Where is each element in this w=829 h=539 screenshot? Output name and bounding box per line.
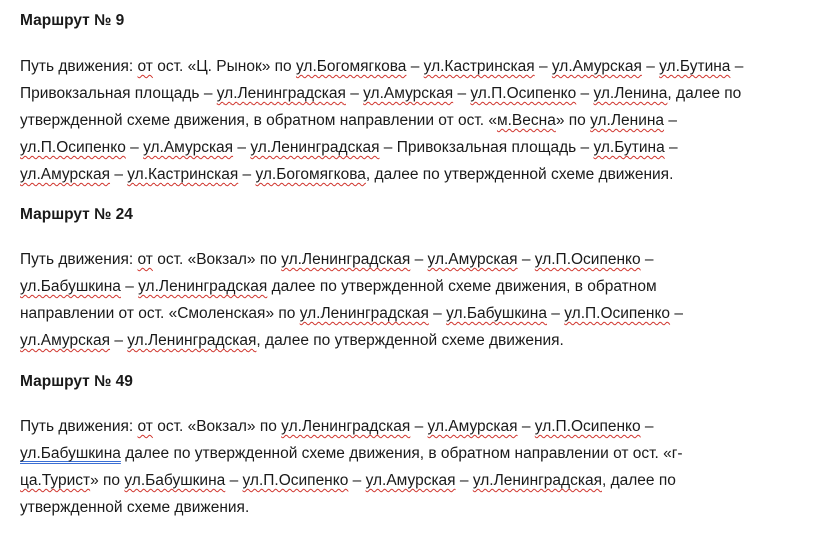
text-segment: – xyxy=(406,58,424,75)
spellcheck-flagged-word: м.Весна xyxy=(496,112,556,129)
text-segment: Путь движения: xyxy=(20,251,138,268)
route-heading: Маршрут № 49 xyxy=(20,373,133,390)
text-segment: – xyxy=(640,418,654,435)
text-segment: – xyxy=(640,251,654,268)
route-text-line xyxy=(20,138,678,158)
route-heading: Маршрут № 9 xyxy=(20,12,125,29)
route-text-line xyxy=(20,331,564,351)
spellcheck-flagged-word: ул.Амурская xyxy=(551,58,642,75)
spellcheck-flagged-word: ул.Амурская xyxy=(143,139,234,156)
spellcheck-flagged-word: ул.Ленинградская xyxy=(138,278,268,295)
text-segment: – xyxy=(576,85,594,102)
route-text-line xyxy=(20,444,683,464)
spellcheck-flagged-word: ул.Ленинградская xyxy=(250,139,380,156)
spellcheck-flagged-word: ул.Кастринская xyxy=(127,166,239,183)
spellcheck-flagged-word: ул.П.Осипенко xyxy=(564,305,671,322)
text-segment: направлении от ост. «Смоленская» по xyxy=(20,305,300,322)
route-heading: Маршрут № 24 xyxy=(20,206,133,223)
route-text-line xyxy=(20,277,657,297)
text-segment: – xyxy=(455,472,473,489)
spellcheck-flagged-word: ул.Ленинградская xyxy=(127,332,257,349)
spellcheck-flagged-word: ул.П.Осипенко xyxy=(534,251,641,268)
text-segment: Путь движения: xyxy=(20,418,138,435)
text-segment: – xyxy=(517,418,535,435)
spellcheck-flagged-word: ул.Амурская xyxy=(363,85,454,102)
text-segment: , далее по xyxy=(667,85,742,102)
spellcheck-flagged-word: ул.Амурская xyxy=(427,251,518,268)
text-segment: ост. «Ц. Рынок» по xyxy=(152,58,296,75)
spellcheck-flagged-word: ул.Ленинградская xyxy=(281,251,411,268)
spellcheck-flagged-word: ул.Богомягкова xyxy=(295,58,407,75)
route-text-line xyxy=(20,417,654,437)
spellcheck-flagged-word: ул.Ленина xyxy=(590,112,665,129)
spellcheck-flagged-word: ул.Бутина xyxy=(659,58,731,75)
text-segment: – xyxy=(641,58,660,75)
text-segment: » по xyxy=(555,112,591,129)
route-text-line xyxy=(20,57,743,77)
text-segment: – xyxy=(125,139,144,156)
text-segment: – xyxy=(238,166,256,183)
text-segment: » по xyxy=(90,472,125,489)
text-segment: далее по утвержденной схеме движения, в обратном xyxy=(267,278,657,295)
spellcheck-flagged-word: ул.Бабушкина xyxy=(124,472,226,489)
spellcheck-flagged-word: ул.Ленинградская xyxy=(472,472,602,489)
text-segment: – xyxy=(410,251,428,268)
text-segment: – xyxy=(730,58,744,75)
text-segment: , далее по xyxy=(601,472,676,489)
spellcheck-flagged-word: ул.Бабушкина xyxy=(20,278,121,295)
spellcheck-flagged-word: ул.Амурская xyxy=(365,472,456,489)
text-segment: – xyxy=(664,139,678,156)
text-segment: – xyxy=(670,305,683,322)
spellcheck-flagged-word: ул.Богомягкова xyxy=(255,166,366,183)
spellcheck-flagged-word: ул.Ленинградская xyxy=(299,305,429,322)
spellcheck-flagged-word: ул.Бабушкина xyxy=(20,445,121,462)
spellcheck-flagged-word: от xyxy=(137,58,153,75)
text-segment: ост. «Вокзал» по xyxy=(152,418,282,435)
spellcheck-flagged-word: ул.Амурская xyxy=(20,166,111,183)
text-segment: – xyxy=(233,139,251,156)
spellcheck-flagged-word: от xyxy=(137,418,153,435)
route-text-line xyxy=(20,498,249,518)
text-segment: – xyxy=(225,472,243,489)
spellcheck-flagged-word: ул.П.Осипенко xyxy=(20,139,126,156)
text-segment: – xyxy=(410,418,428,435)
spellcheck-flagged-word: ул.П.Осипенко xyxy=(534,418,641,435)
spellcheck-flagged-word: ул.Кастринская xyxy=(423,58,535,75)
text-segment: – xyxy=(517,251,535,268)
route-text-line xyxy=(20,471,676,491)
spellcheck-flagged-word: ул.Бутина xyxy=(593,139,665,156)
text-segment: ост. «Вокзал» по xyxy=(152,251,282,268)
spellcheck-flagged-word: ул.Ленина xyxy=(593,85,668,102)
spellcheck-flagged-word: ул.П.Осипенко xyxy=(242,472,349,489)
spellcheck-flagged-word: ул.Амурская xyxy=(427,418,518,435)
text-segment: далее по утвержденной схеме движения, в обратном направлении от ост. «г- xyxy=(120,445,683,462)
text-segment: – xyxy=(428,305,447,322)
spellcheck-flagged-word: ца.Турист xyxy=(20,472,91,489)
text-segment: – xyxy=(110,166,128,183)
text-segment: Привокзальная площадь – xyxy=(20,85,217,102)
text-segment: – xyxy=(348,472,366,489)
text-segment: – xyxy=(547,305,565,322)
text-segment: – xyxy=(345,85,364,102)
spellcheck-flagged-word: ул.Амурская xyxy=(20,332,111,349)
text-segment: Путь движения: xyxy=(20,58,138,75)
route-text-line xyxy=(20,165,673,185)
text-segment: утвержденной схеме движения, в обратном направлении от ост. « xyxy=(20,112,497,129)
text-segment: – xyxy=(120,278,139,295)
text-segment: – xyxy=(664,112,677,129)
text-segment: – xyxy=(453,85,471,102)
spellcheck-flagged-word: от xyxy=(137,251,153,268)
text-segment: , далее по утвержденной схеме движения. xyxy=(365,166,674,183)
text-segment: – xyxy=(534,58,552,75)
text-segment: – xyxy=(110,332,128,349)
route-text-line xyxy=(20,304,683,324)
text-segment: – Привокзальная площадь – xyxy=(379,139,594,156)
route-text-line xyxy=(20,250,654,270)
spellcheck-flagged-word: ул.Ленинградская xyxy=(281,418,411,435)
route-text-line xyxy=(20,111,677,131)
spellcheck-flagged-word: ул.П.Осипенко xyxy=(470,85,577,102)
text-segment: утвержденной схеме движения. xyxy=(20,499,250,516)
route-text-line xyxy=(20,84,741,104)
spellcheck-flagged-word: ул.Бабушкина xyxy=(446,305,547,322)
spellcheck-flagged-word: ул.Ленинградская xyxy=(216,85,346,102)
text-segment: , далее по утвержденной схеме движения. xyxy=(256,332,564,349)
